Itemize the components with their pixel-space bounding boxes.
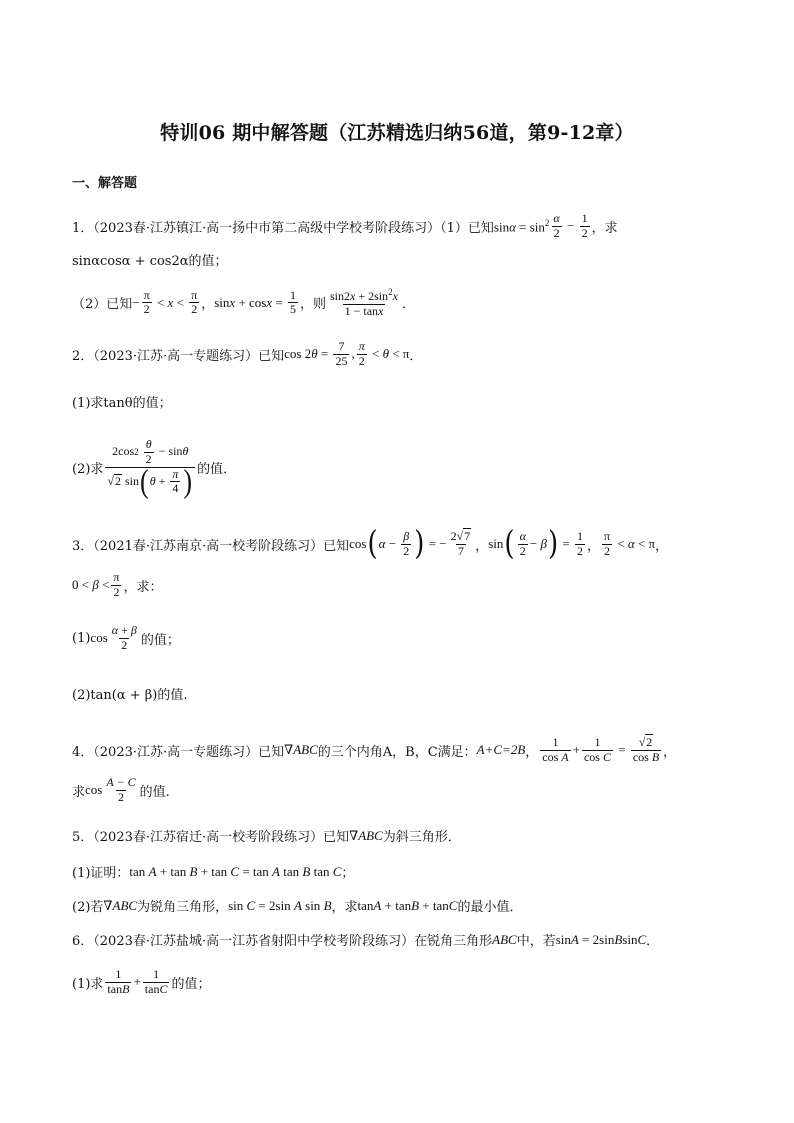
q3-part2: (2)tan(α + β)的值.: [72, 688, 188, 703]
q1-ask: ，求: [591, 220, 618, 236]
q6-part1: (1)求 $\frac{1}{\tan B}$ + $\frac{1}{\tan C}$ 的值；: [72, 967, 211, 996]
q5-part1: (1)证明： tan A + tan B + tan C = tan A tan B tan C ；: [72, 863, 355, 881]
q2-p2-lead: (2)求: [72, 461, 104, 477]
q3-line2: 0 < β < $\frac{\pi}{2}$ ，求：: [72, 570, 163, 599]
q3-lead: 3．（2021春·江苏南京·高一校考阶段练习）已知: [72, 538, 350, 554]
q2-lead: 2．（2023·江苏·高一专题练习）已知: [72, 348, 285, 364]
q5-identity: tan A + tan B + tan C = tan A tan B tan C: [129, 863, 342, 879]
q3-part1: (1) cos $\frac{\alpha + \beta}{2}$ 的值；: [72, 623, 180, 652]
q5-line1: 5．（2023春·江苏宿迁·高一校考阶段练习）已知 ∇ABC 为斜三角形．: [72, 827, 461, 845]
q1-expr: $\sin\alpha = \sin^2$: [493, 217, 550, 234]
q1-p2-lead: （2）已知: [72, 297, 133, 313]
q1-part2: （2）已知 − $\frac{\pi}{2}$ < x < $\frac{\pi}{2}$ ， sinx + cosx = $\frac{1}{5}$ ，则 $\frac{\sin 2x + 2\sin^2x}{1 - \tan x}$ ．: [72, 287, 415, 318]
q6-line1: 6．（2023春·江苏盐城·高一江苏省射阳中学校考阶段练习）在锐角三角形 ABC 中，若 sinA = 2sinBsinC ．: [72, 931, 660, 949]
q4-line2: 求 cos $\frac{A - C}{2}$ 的值.: [72, 775, 170, 804]
page-title: 特训06 期中解答题（江苏精选归纳56道，第9-12章）: [160, 122, 634, 144]
q6-lead: 6．（2023春·江苏盐城·高一江苏省射阳中学校考阶段练习）在锐角三角形: [72, 934, 493, 949]
q2-part2: (2)求 2cos 2 $\frac{\theta}{2}$ − sin θ √ 2 sin ( θ + $\frac{\pi}{4}$ ) 的值．: [72, 437, 237, 500]
q5-lead: 5．（2023春·江苏宿迁·高一校考阶段练习）已知: [72, 830, 350, 845]
section-heading: 一、解答题: [72, 176, 138, 191]
q5-part2: (2)若 ∇ABC 为锐角三角形， sin C = 2sin A sin B ，求 tanA + tanB + tanC 的最小值．: [72, 897, 523, 915]
q1-lead: 1．（2023春·江苏镇江·高一扬中市第二高级中学校考阶段练习）（1）已知: [72, 220, 494, 236]
q1-frac-alpha: $\frac{\alpha}{2}$: [553, 211, 560, 240]
q3-line1: 3．（2021春·江苏南京·高一校考阶段练习）已知 cos ( α − $\frac{\beta}{2}$ ) = − $\frac{2√7}{7}$ ， sin ( $\frac{\alpha}{2}$ − β ) = $\frac{1}{2}$ ， $\frac{\pi}{2}$ < α < π ，: [72, 525, 669, 564]
q1-line1: 1．（2023春·江苏镇江·高一扬中市第二高级中学校考阶段练习）（1）已知 $\sin\alpha = \sin^2$ $\frac{\alpha}{2}$ − $\frac{1}{2}$ ，求: [72, 211, 618, 240]
q1-cond: sinx + cosx =: [214, 294, 286, 310]
q1-frac-half: $\frac{1}{2}$: [581, 211, 588, 240]
q2-part1: (1)求tanθ的值；: [72, 396, 172, 411]
q1-p2-fraction: $\frac{\sin 2x + 2\sin^2x}{1 - \tan x}$: [330, 287, 398, 318]
q3-ask: ，求：: [123, 579, 163, 595]
q4-line1: 4．（2023·江苏·高一专题练习）已知 ∇ABC 的三个内角A，B，C满足： A+C=2B ， $\frac{1}{\text{cos A}}$ + $\frac{1}{\text{cos C}}$ = $\frac{√2}{\text{cos B}}$ ，: [72, 735, 677, 764]
q2-line1: 2．（2023·江苏·高一专题练习）已知 cos 2θ = $\frac{7}{25}$ , $\frac{\pi}{2}$ < θ < π ．: [72, 339, 423, 368]
q2-p2-fraction: 2cos 2 $\frac{\theta}{2}$ − sin θ √ 2 sin ( θ + $\frac{\pi}{4}$ ): [105, 438, 195, 496]
q1-line2: sinαcosα + cos2α的值；: [72, 254, 228, 269]
q4-lead: 4．（2023·江苏·高一专题练习）已知: [72, 744, 285, 760]
